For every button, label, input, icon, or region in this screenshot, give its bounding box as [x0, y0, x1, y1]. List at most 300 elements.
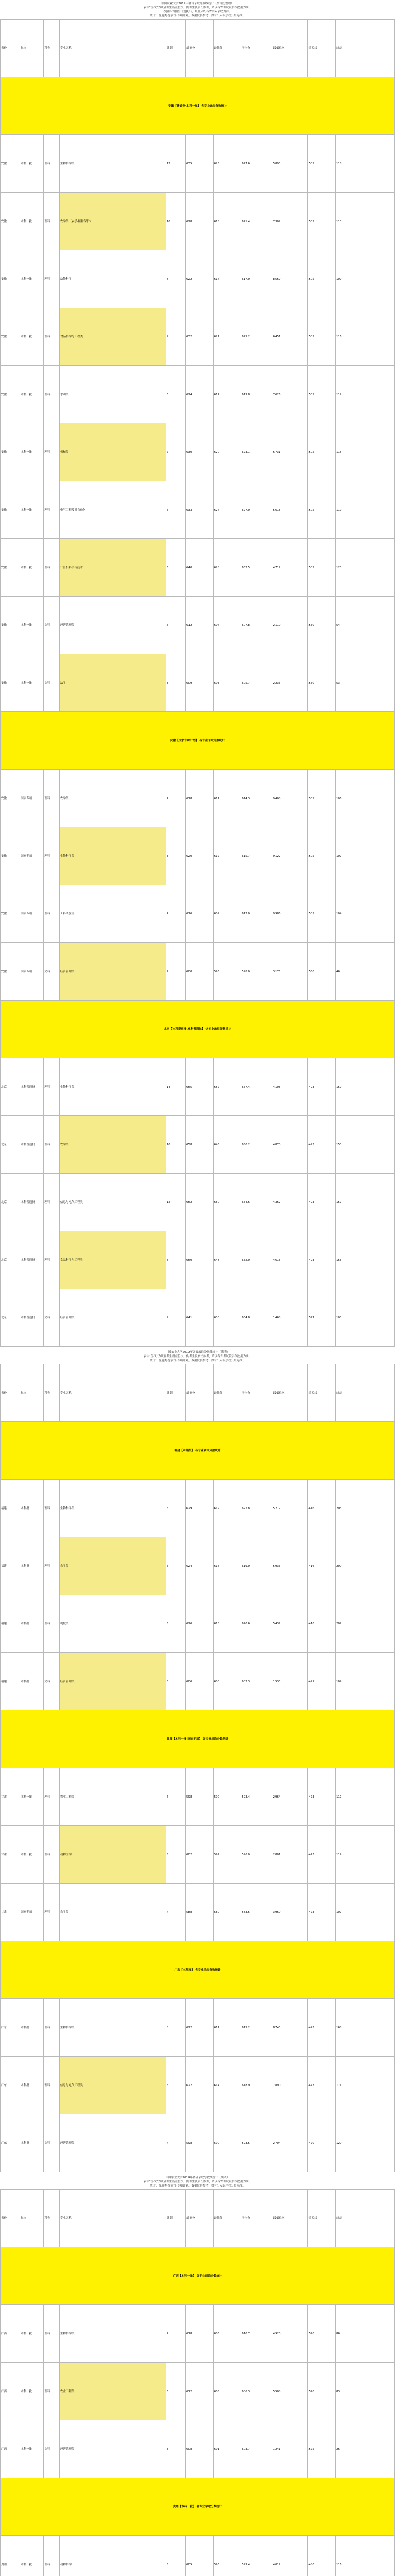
table-row — [1, 423, 395, 481]
table-cell: 596 — [213, 943, 241, 1001]
table-cell: 本科一批 — [20, 2420, 44, 2478]
table-cell: 662 — [186, 1174, 214, 1231]
table-cell: 福建 — [1, 1595, 20, 1653]
table-cell: 9 — [166, 1289, 185, 1347]
table-cell: 609 — [186, 654, 214, 712]
table-cell: 112 — [336, 366, 395, 423]
table-cell: 安徽 — [1, 539, 20, 597]
table-cell: 机械类 — [59, 423, 166, 481]
table-cell: 596.0 — [241, 1826, 272, 1884]
table-cell: 经济管理类 — [59, 2114, 166, 2172]
table-cell: 经济管理类 — [59, 1289, 166, 1347]
table-cell: 630 — [186, 423, 214, 481]
table-cell: 171 — [336, 2057, 395, 2114]
table-cell: 470 — [308, 2114, 336, 2172]
table-cell: 8 — [166, 1999, 185, 2057]
table-cell: 4 — [166, 2114, 185, 2172]
table-cell: 616 — [213, 1537, 241, 1595]
table-cell: 本科一批 — [20, 423, 44, 481]
table-cell: 605 — [186, 2536, 214, 2576]
table-cell: 信息与电气工程类 — [59, 2057, 166, 2114]
table-cell: 6 — [166, 1768, 185, 1826]
table-row — [1, 539, 395, 597]
column-header: 批次 — [20, 1364, 44, 1422]
table-row — [1, 2305, 395, 2363]
table-cell: 安徽 — [1, 827, 20, 885]
group-title: 安徽【国家专项计划】 各专业录取分数统计 — [1, 712, 395, 770]
table-cell: 6 — [166, 2363, 185, 2420]
table-cell: 理科 — [44, 1116, 60, 1174]
table-cell: 575 — [308, 2420, 336, 2478]
column-header-row — [1, 2190, 395, 2247]
table-cell: 生物科学类 — [59, 1058, 166, 1116]
table-cell: 596 — [213, 2536, 241, 2576]
table-cell: 6 — [166, 539, 185, 597]
table-row — [1, 308, 395, 366]
table-row — [1, 1537, 395, 1595]
table-cell: 农业工程类 — [59, 2363, 166, 2420]
group-title-row — [1, 712, 395, 770]
table-cell: 635 — [186, 135, 214, 193]
table-cell: 理科 — [44, 827, 60, 885]
table-cell: 2801 — [272, 1826, 308, 1884]
table-cell: 8 — [166, 1231, 185, 1289]
table-row — [1, 1768, 395, 1826]
table-cell: 618 — [186, 2305, 214, 2363]
section-header — [0, 0, 395, 19]
header-note-line: 中国农业大学2019年各省录取分数线统计（续表） — [165, 2176, 230, 2179]
table-cell: 7 — [166, 2305, 185, 2363]
table-cell: 3 — [166, 654, 185, 712]
table-cell: 8 — [166, 250, 185, 308]
table-cell: 473 — [308, 1826, 336, 1884]
table-cell: 598 — [186, 2114, 214, 2172]
table-cell: 416 — [308, 1537, 336, 1595]
table-cell: 493 — [308, 1174, 336, 1231]
table-cell: 4 — [166, 770, 185, 827]
table-cell: 北京 — [1, 1231, 20, 1289]
table-cell: 660 — [186, 1231, 214, 1289]
table-cell: 国家专项 — [20, 943, 44, 1001]
table-cell: 117 — [336, 1768, 395, 1826]
table-cell: 12 — [166, 1174, 185, 1231]
table-cell: 116 — [336, 308, 395, 366]
table-row — [1, 1884, 395, 1941]
table-cell: 福建 — [1, 1653, 20, 1710]
table-cell: 630 — [213, 1289, 241, 1347]
table-cell: 法学 — [59, 654, 166, 712]
table-cell: 621.4 — [241, 193, 272, 250]
table-cell: 4920 — [272, 2305, 308, 2363]
table-cell: 106 — [336, 770, 395, 827]
column-header: 最高分 — [186, 1364, 214, 1422]
table-cell: 信息与电气工程类 — [59, 1174, 166, 1231]
table-cell: 618.9 — [241, 2057, 272, 2114]
table-cell: 理科 — [44, 1537, 60, 1595]
table-cell: 623.1 — [241, 423, 272, 481]
table-cell: 493 — [308, 1116, 336, 1174]
table-cell: 1533 — [272, 1653, 308, 1710]
table-cell: 603 — [213, 2363, 241, 2420]
table-cell: 606.3 — [241, 2363, 272, 2420]
score-table — [0, 1364, 395, 2172]
table-cell: 甘肃 — [1, 1826, 20, 1884]
table-cell: 505 — [308, 770, 336, 827]
table-cell: 592 — [213, 1826, 241, 1884]
table-cell: 理科 — [44, 1231, 60, 1289]
table-row — [1, 2363, 395, 2420]
table-cell: 计算机科学与技术 — [59, 539, 166, 597]
table-cell: 603.7 — [241, 2420, 272, 2478]
table-cell: 600 — [186, 943, 214, 1001]
column-header: 省控线 — [308, 2190, 336, 2247]
table-cell: 1468 — [272, 1289, 308, 1347]
table-cell: 86 — [336, 2305, 395, 2363]
table-row — [1, 1999, 395, 2057]
table-cell: 109 — [336, 1653, 395, 1710]
table-cell: 9408 — [272, 770, 308, 827]
table-cell: 617.0 — [241, 250, 272, 308]
table-cell: 理科 — [44, 539, 60, 597]
table-cell: 经济管理类 — [59, 943, 166, 1001]
table-row — [1, 1116, 395, 1174]
table-cell: 4 — [166, 1884, 185, 1941]
column-header: 省控线 — [308, 20, 336, 77]
table-cell: 广西 — [1, 2305, 20, 2363]
table-cell: 626 — [186, 1595, 214, 1653]
table-cell: 628 — [213, 539, 241, 597]
table-cell: 本科一批 — [20, 539, 44, 597]
table-cell: 4012 — [272, 2536, 308, 2576]
table-cell: 理科 — [44, 2536, 60, 2576]
table-cell: 10 — [166, 193, 185, 250]
group-title-row — [1, 1422, 395, 1480]
table-cell: 3 — [166, 2420, 185, 2478]
table-cell: 本科一批 — [20, 366, 44, 423]
table-cell: 安徽 — [1, 481, 20, 539]
table-cell: 安徽 — [1, 193, 20, 250]
table-cell: 593.4 — [241, 1768, 272, 1826]
table-cell: 607.8 — [241, 597, 272, 654]
table-cell: 473 — [308, 1768, 336, 1826]
table-cell: 生物科学类 — [59, 827, 166, 885]
table-cell: 505 — [308, 308, 336, 366]
table-row — [1, 770, 395, 827]
table-cell: 550 — [308, 654, 336, 712]
table-cell: 理科 — [44, 308, 60, 366]
column-header: 最低位次 — [272, 2190, 308, 2247]
table-cell: 国家专项 — [20, 1884, 44, 1941]
table-cell: 588 — [186, 1884, 214, 1941]
table-cell: 农业工程类 — [59, 1768, 166, 1826]
column-header: 最低分 — [213, 1364, 241, 1422]
table-cell: 619.8 — [241, 366, 272, 423]
table-cell: 620 — [213, 423, 241, 481]
group-title-row — [1, 2478, 395, 2536]
table-cell: 634.8 — [241, 1289, 272, 1347]
table-cell: 505 — [308, 827, 336, 885]
table-cell: 本科批 — [20, 1595, 44, 1653]
table-cell: 机械类 — [59, 1595, 166, 1653]
table-cell: 5508 — [272, 2363, 308, 2420]
table-cell: 安徽 — [1, 654, 20, 712]
group-title-row — [1, 1941, 395, 1999]
section-header — [0, 1349, 395, 1364]
table-cell: 605.7 — [241, 654, 272, 712]
table-cell: 480 — [308, 2536, 336, 2576]
table-cell: 本科一批 — [20, 654, 44, 712]
table-cell: 5618 — [272, 481, 308, 539]
column-header: 最高分 — [186, 20, 214, 77]
column-header: 最低位次 — [272, 1364, 308, 1422]
table-cell: 116 — [336, 2536, 395, 2576]
table-cell: 农学类（农学·植物保护） — [59, 193, 166, 250]
table-cell: 4712 — [272, 539, 308, 597]
table-cell: 理科 — [44, 366, 60, 423]
table-cell: 电气工程及其自动化 — [59, 481, 166, 539]
table-cell: 624 — [186, 366, 214, 423]
table-cell: 本科普通批 — [20, 1174, 44, 1231]
table-cell: 202 — [336, 1595, 395, 1653]
table-cell: 本科一批 — [20, 2536, 44, 2576]
table-cell: 618 — [186, 770, 214, 827]
table-cell: 583.5 — [241, 1884, 272, 1941]
table-cell: 618 — [213, 193, 241, 250]
table-cell: 616 — [186, 885, 214, 943]
table-cell: 3960 — [272, 1884, 308, 1941]
header-note-line: 中国农业大学2019年各省录取分数线统计（续表） — [165, 1351, 230, 1354]
table-cell: 6 — [166, 366, 185, 423]
column-header: 专业名称 — [59, 2190, 166, 2247]
table-cell: 640 — [186, 539, 214, 597]
table-row — [1, 597, 395, 654]
column-header: 线差 — [336, 1364, 395, 1422]
table-cell: 4362 — [272, 1174, 308, 1231]
table-cell: 3175 — [272, 943, 308, 1001]
column-header: 批次 — [20, 2190, 44, 2247]
table-cell: 9986 — [272, 885, 308, 943]
table-cell: 文科 — [44, 2114, 60, 2172]
table-cell: 本科一批 — [20, 308, 44, 366]
column-header: 最高分 — [186, 2190, 214, 2247]
table-cell: 动物科学 — [59, 2536, 166, 2576]
table-row — [1, 1595, 395, 1653]
table-cell: 国家专项 — [20, 827, 44, 885]
table-cell: 590 — [213, 1768, 241, 1826]
table-cell: 5212 — [272, 1480, 308, 1537]
table-cell: 本科普通批 — [20, 1058, 44, 1116]
table-cell: 527 — [308, 1289, 336, 1347]
table-cell: 6451 — [272, 308, 308, 366]
table-cell: 5933 — [272, 1537, 308, 1595]
table-cell: 473 — [308, 1884, 336, 1941]
table-cell: 北京 — [1, 1289, 20, 1347]
column-header: 计划 — [166, 1364, 185, 1422]
table-cell: 7626 — [272, 366, 308, 423]
header-note-line: 中国农业大学2019年各省录取分数线统计（按省份整理） — [161, 2, 234, 5]
table-cell: 理科 — [44, 1595, 60, 1653]
table-cell: 621 — [213, 308, 241, 366]
table-cell: 9122 — [272, 827, 308, 885]
table-cell: 理科 — [44, 1999, 60, 2057]
table-cell: 理科 — [44, 1884, 60, 1941]
table-cell: 652.0 — [241, 1231, 272, 1289]
table-cell: 5 — [166, 1826, 185, 1884]
table-cell: 理科 — [44, 193, 60, 250]
table-row — [1, 1480, 395, 1537]
table-cell: 7890 — [272, 2057, 308, 2114]
table-cell: 理科 — [44, 1058, 60, 1116]
header-note-line: 表中“位次”为该省考生所在位次，供考生及家长参考，请以各省考试院公布数据为准。 — [143, 1355, 252, 1358]
table-cell: 本科普通批 — [20, 1231, 44, 1289]
table-cell: 159 — [336, 1058, 395, 1116]
table-cell: 624 — [186, 1537, 214, 1595]
table-cell: 6 — [166, 2057, 185, 2114]
table-cell: 文科 — [44, 597, 60, 654]
table-cell: 109 — [336, 250, 395, 308]
table-cell: 国家专项 — [20, 770, 44, 827]
table-cell: 安徽 — [1, 135, 20, 193]
table-cell: 629 — [186, 1480, 214, 1537]
column-header: 省份 — [1, 1364, 20, 1422]
table-cell: 620.6 — [241, 1595, 272, 1653]
table-cell: 北京 — [1, 1174, 20, 1231]
table-cell: 工科试验班 — [59, 885, 166, 943]
group-title: 广东【本科批】 各专业录取分数统计 — [1, 1941, 395, 1999]
table-cell: 理科 — [44, 1768, 60, 1826]
table-row — [1, 135, 395, 193]
table-cell: 本科一批 — [20, 2363, 44, 2420]
table-cell: 食品科学与工程类 — [59, 1231, 166, 1289]
table-cell: 安徽 — [1, 423, 20, 481]
table-cell: 理科 — [44, 1826, 60, 1884]
table-cell: 628 — [186, 193, 214, 250]
column-header: 计划 — [166, 2190, 185, 2247]
table-cell: 83 — [336, 2363, 395, 2420]
table-cell: 5 — [166, 1595, 185, 1653]
table-cell: 文科 — [44, 654, 60, 712]
table-cell: 本科批 — [20, 2057, 44, 2114]
table-row — [1, 1058, 395, 1116]
table-cell: 416 — [308, 1595, 336, 1653]
table-cell: 文科 — [44, 1653, 60, 1710]
table-cell: 625.2 — [241, 308, 272, 366]
table-cell: 627 — [186, 2057, 214, 2114]
table-cell: 贵州 — [1, 2536, 20, 2576]
table-cell: 广东 — [1, 2114, 20, 2172]
table-cell: 10 — [166, 1116, 185, 1174]
table-cell: 652 — [213, 1058, 241, 1116]
column-header-row — [1, 20, 395, 77]
table-cell: 生物科学类 — [59, 1480, 166, 1537]
table-cell: 624 — [213, 481, 241, 539]
table-cell: 7 — [166, 423, 185, 481]
table-cell: 598.0 — [241, 943, 272, 1001]
table-cell: 599.4 — [241, 2536, 272, 2576]
table-cell: 广东 — [1, 1999, 20, 2057]
table-cell: 本科一批 — [20, 597, 44, 654]
table-cell: 4615 — [272, 1231, 308, 1289]
table-cell: 安徽 — [1, 885, 20, 943]
table-cell: 611 — [213, 1999, 241, 2057]
table-cell: 493 — [308, 1231, 336, 1289]
table-row — [1, 2536, 395, 2576]
table-row — [1, 1174, 395, 1231]
group-title-row — [1, 2247, 395, 2305]
table-cell: 6 — [166, 1480, 185, 1537]
table-cell: 53 — [336, 654, 395, 712]
table-cell: 本科普通批 — [20, 1116, 44, 1174]
table-cell: 54 — [336, 597, 395, 654]
table-cell: 157 — [336, 1174, 395, 1231]
table-cell: 本科一批 — [20, 481, 44, 539]
table-cell: 农学类 — [59, 1116, 166, 1174]
group-title-row — [1, 1710, 395, 1768]
table-cell: 622 — [186, 1999, 214, 2057]
table-cell: 理科 — [44, 481, 60, 539]
table-cell: 658 — [186, 1116, 214, 1174]
column-header: 省控线 — [308, 1364, 336, 1422]
table-cell: 广西 — [1, 2420, 20, 2478]
section-header — [0, 2174, 395, 2189]
table-cell: 416 — [308, 1480, 336, 1537]
group-title: 广西【本科一批】 各专业录取分数统计 — [1, 2247, 395, 2305]
table-cell: 123 — [336, 539, 395, 597]
table-cell: 6731 — [272, 423, 308, 481]
table-row — [1, 481, 395, 539]
table-row — [1, 885, 395, 943]
table-cell: 理科 — [44, 2363, 60, 2420]
table-cell: 619.0 — [241, 1537, 272, 1595]
table-cell: 本科一批 — [20, 2305, 44, 2363]
table-cell: 理科 — [44, 770, 60, 827]
table-cell: 493 — [308, 1058, 336, 1116]
score-table — [0, 2189, 395, 2576]
table-row — [1, 943, 395, 1001]
table-cell: 118 — [336, 135, 395, 193]
table-cell: 665 — [186, 1058, 214, 1116]
table-cell: 612 — [213, 827, 241, 885]
table-cell: 5 — [166, 1537, 185, 1595]
table-cell: 46 — [336, 943, 395, 1001]
table-cell: 550 — [308, 597, 336, 654]
table-cell: 本科批 — [20, 2114, 44, 2172]
table-cell: 120 — [336, 2114, 395, 2172]
table-cell: 理科 — [44, 1480, 60, 1537]
column-header: 平均分 — [241, 20, 272, 77]
table-cell: 606 — [186, 1653, 214, 1710]
header-note-line: 统计：普通类·提前批·专项计划，数据仅供参考，如有出入以学校公布为准。 — [150, 1359, 245, 1362]
table-cell: 610.7 — [241, 2305, 272, 2363]
table-row — [1, 2420, 395, 2478]
table-cell: 505 — [308, 193, 336, 250]
table-cell: 本科批 — [20, 1999, 44, 2057]
table-cell: 646 — [213, 1116, 241, 1174]
table-cell: 200 — [336, 1537, 395, 1595]
header-note-line: 按照各省招生计划执行，最低分以各省实际录取为准。 — [163, 10, 232, 13]
table-row — [1, 1231, 395, 1289]
table-cell: 203 — [336, 1480, 395, 1537]
table-cell: 理科 — [44, 250, 60, 308]
table-cell: 650 — [213, 1174, 241, 1231]
table-cell: 614.3 — [241, 770, 272, 827]
table-row — [1, 366, 395, 423]
table-cell: 107 — [336, 1884, 395, 1941]
table-cell: 5 — [166, 481, 185, 539]
table-row — [1, 2057, 395, 2114]
table-cell: 119 — [336, 1826, 395, 1884]
table-cell: 本科一批 — [20, 1826, 44, 1884]
